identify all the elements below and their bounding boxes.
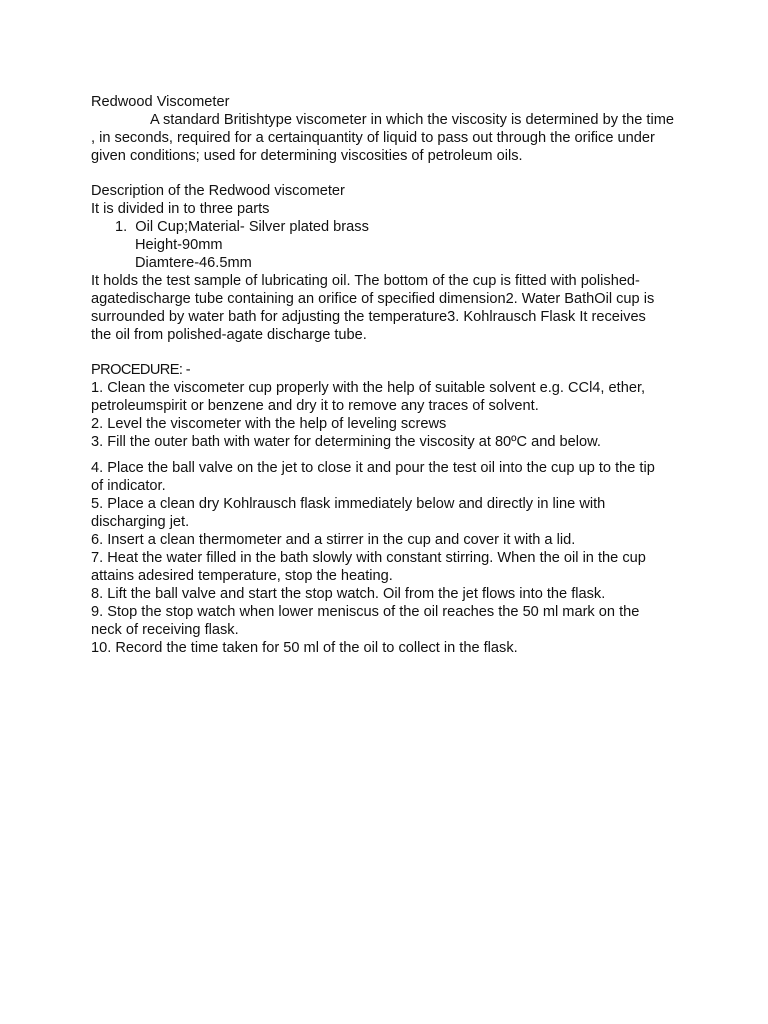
procedure-step-line: petroleumspirit or benzene and dry it to remove any traces of solvent. <box>91 398 539 414</box>
parts-paragraph-line: It holds the test sample of lubricating oil. The bottom of the cup is fitted with polished- <box>91 273 640 289</box>
procedure-step-line: 7. Heat the water filled in the bath slowly with constant stirring. When the oil in the cup <box>91 550 646 566</box>
description-heading: Description of the Redwood viscometer <box>91 183 345 199</box>
part-height: Height-90mm <box>135 237 223 253</box>
procedure-step-line: 10. Record the time taken for 50 ml of the oil to collect in the flask. <box>91 640 518 656</box>
document-content <box>91 93 691 657</box>
list-number: 1. <box>115 219 128 235</box>
procedure-step-line: neck of receiving flask. <box>91 622 239 638</box>
procedure-step-line: 6. Insert a clean thermometer and a stirrer in the cup and cover it with a lid. <box>91 532 576 548</box>
procedure-step-line: discharging jet. <box>91 514 190 530</box>
parts-paragraph-line: agatedischarge tube containing an orifice of specified dimension2. Water BathOil cup is <box>91 291 655 307</box>
list-item-part-1 <box>91 218 691 236</box>
paragraph-gap <box>91 451 691 459</box>
paragraph-gap <box>91 165 691 182</box>
procedure-step-line: 9. Stop the stop watch when lower meniscus of the oil reaches the 50 ml mark on the <box>91 604 640 620</box>
procedure-step-line: 8. Lift the ball valve and start the stop watch. Oil from the jet flows into the flask. <box>91 586 606 602</box>
document-title: Redwood Viscometer <box>91 94 230 110</box>
intro-line: given conditions; used for determining viscosities of petroleum oils. <box>91 148 523 164</box>
intro-line: , in seconds, required for a certainquantity of liquid to pass out through the orifice under <box>91 130 655 146</box>
intro-line: A standard Britishtype viscometer in which the viscosity is determined by the time <box>150 112 674 128</box>
paragraph-gap <box>91 344 691 361</box>
list-item-text: Oil Cup;Material- Silver plated brass <box>135 219 369 235</box>
part-diameter: Diamtere-46.5mm <box>135 255 252 271</box>
procedure-step-line: 4. Place the ball valve on the jet to close it and pour the test oil into the cup up to the tip <box>91 460 655 476</box>
procedure-step-line: 3. Fill the outer bath with water for determining the viscosity at 80ºC and below. <box>91 434 601 450</box>
parts-intro: It is divided in to three parts <box>91 201 270 217</box>
procedure-step-line: attains adesired temperature, stop the heating. <box>91 568 393 584</box>
procedure-step-line: 5. Place a clean dry Kohlrausch flask immediately below and directly in line with <box>91 496 606 512</box>
procedure-step-line: 2. Level the viscometer with the help of leveling screws <box>91 416 447 432</box>
procedure-heading: PROCEDURE: - <box>91 362 191 378</box>
parts-paragraph-line: surrounded by water bath for adjusting the temperature3. Kohlrausch Flask It receives <box>91 309 646 325</box>
procedure-step-line: 1. Clean the viscometer cup properly with the help of suitable solvent e.g. CCl4, ether, <box>91 380 646 396</box>
procedure-step-line: of indicator. <box>91 478 166 494</box>
parts-paragraph-line: the oil from polished-agate discharge tube. <box>91 327 367 343</box>
